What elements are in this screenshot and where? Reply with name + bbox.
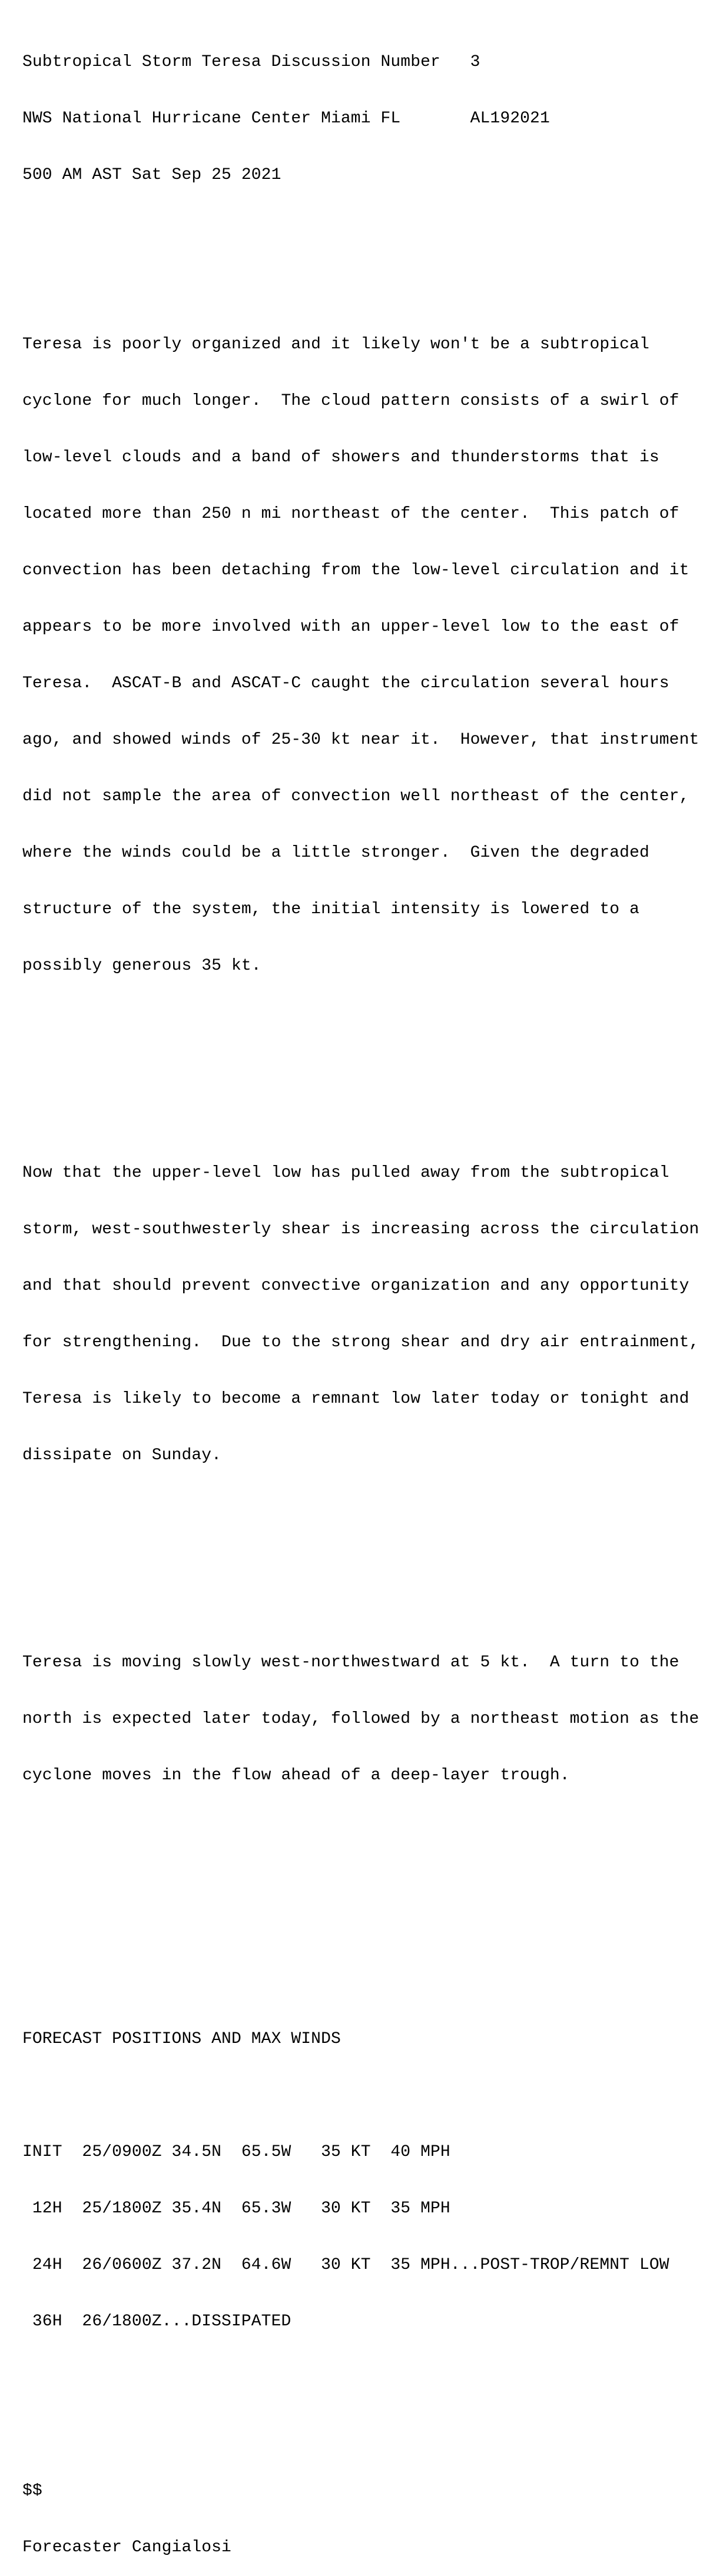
text-line: possibly generous 35 kt. bbox=[22, 957, 261, 975]
blank-line bbox=[22, 1051, 699, 1070]
text-line: ago, and showed winds of 25-30 kt near it. However, that instrument bbox=[22, 731, 699, 749]
blank-line bbox=[22, 2407, 699, 2425]
forecast-row: 12H 25/1800Z 35.4N 65.3W 30 KT 35 MPH bbox=[22, 2199, 450, 2218]
text-line: did not sample the area of convection well northeast of the center, bbox=[22, 787, 689, 806]
text-line: cyclone for much longer. The cloud pattern consists of a swirl of bbox=[22, 392, 679, 410]
forecast-heading: FORECAST POSITIONS AND MAX WINDS bbox=[22, 2030, 341, 2048]
paragraph-3 bbox=[22, 1616, 699, 1823]
text-line: north is expected later today, followed by a northeast motion as the bbox=[22, 1710, 699, 1728]
text-line: cyclone moves in the flow ahead of a deep-layer trough. bbox=[22, 1766, 570, 1785]
text-line: appears to be more involved with an upper-level low to the east of bbox=[22, 618, 679, 636]
text-line: dissipate on Sunday. bbox=[22, 1446, 222, 1465]
text-line: Teresa is poorly organized and it likely won't be a subtropical bbox=[22, 335, 649, 354]
forecaster-signature: Forecaster Cangialosi bbox=[22, 2538, 231, 2557]
blank-line bbox=[22, 1540, 699, 1559]
discussion-document bbox=[22, 15, 699, 2576]
text-line: for strengthening. Due to the strong shear and dry air entrainment, bbox=[22, 1333, 699, 1352]
paragraph-2 bbox=[22, 1126, 699, 1503]
forecast-row: INIT 25/0900Z 34.5N 65.5W 35 KT 40 MPH bbox=[22, 2143, 450, 2161]
text-line: where the winds could be a little stronger. Given the degraded bbox=[22, 844, 649, 862]
text-line: Teresa is moving slowly west-northwestward at 5 kt. A turn to the bbox=[22, 1653, 679, 1672]
text-line: and that should prevent convective organization and any opportunity bbox=[22, 1277, 689, 1295]
text-line: low-level clouds and a band of showers and thunderstorms that is bbox=[22, 448, 659, 467]
paragraph-1 bbox=[22, 298, 699, 1013]
text-line: convection has been detaching from the low-level circulation and it bbox=[22, 561, 689, 580]
text-line: storm, west-southwesterly shear is increasing across the circulation bbox=[22, 1220, 699, 1239]
text-line: located more than 250 n mi northeast of the center. This patch of bbox=[22, 505, 679, 523]
header-time-line: 500 AM AST Sat Sep 25 2021 bbox=[22, 166, 281, 184]
blank-line bbox=[22, 1917, 699, 1936]
text-line: Teresa. ASCAT-B and ASCAT-C caught the circulation several hours bbox=[22, 674, 669, 693]
text-line: Teresa is likely to become a remnant low later today or tonight and bbox=[22, 1390, 689, 1408]
forecast-section bbox=[22, 1992, 699, 2369]
forecast-row: 36H 26/1800Z...DISSIPATED bbox=[22, 2312, 291, 2331]
text-line: Now that the upper-level low has pulled away from the subtropical bbox=[22, 1164, 669, 1182]
text-line: structure of the system, the initial intensity is lowered to a bbox=[22, 900, 639, 918]
blank-line bbox=[22, 222, 699, 241]
blank-line bbox=[22, 1861, 699, 1879]
header-title-line: Subtropical Storm Teresa Discussion Number 3 bbox=[22, 53, 480, 71]
blank-line bbox=[22, 2086, 699, 2105]
forecast-row: 24H 26/0600Z 37.2N 64.6W 30 KT 35 MPH...POST-TROP/REMNT LOW bbox=[22, 2256, 669, 2274]
header-office-line: NWS National Hurricane Center Miami FL AL192021 bbox=[22, 109, 550, 128]
end-marker: $$ bbox=[22, 2482, 42, 2500]
